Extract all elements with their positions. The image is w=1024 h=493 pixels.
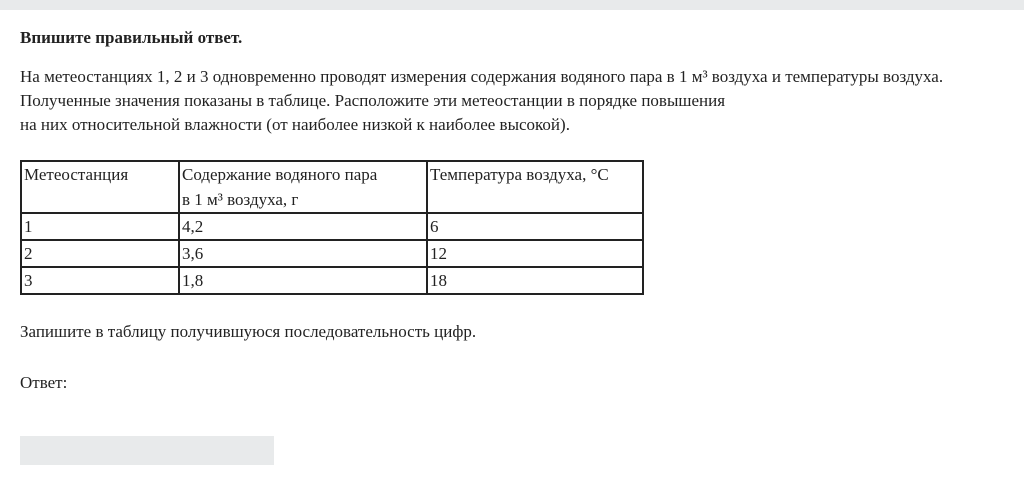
question-text <box>20 65 1010 137</box>
cell-station: 2 <box>21 240 179 267</box>
cell-station: 1 <box>21 213 179 240</box>
table-row <box>21 267 643 294</box>
answer-input[interactable] <box>20 436 274 465</box>
top-bar <box>0 0 1024 10</box>
header-vapor-line-2: в 1 м³ воздуха, г <box>182 190 299 209</box>
header-vapor <box>179 161 427 213</box>
header-station: Метеостанция <box>21 161 179 213</box>
cell-temperature: 18 <box>427 267 643 294</box>
cell-station: 3 <box>21 267 179 294</box>
question-line-2: Полученные значения показаны в таблице. Расположите эти метеостанции в порядке повышения <box>20 91 726 110</box>
table-header-row <box>21 161 643 213</box>
cell-vapor: 4,2 <box>179 213 427 240</box>
cell-vapor: 1,8 <box>179 267 427 294</box>
cell-temperature: 6 <box>427 213 643 240</box>
header-temperature: Температура воздуха, °С <box>427 161 643 213</box>
cell-temperature: 12 <box>427 240 643 267</box>
table-row <box>21 240 643 267</box>
after-table-text: Запишите в таблицу получившуюся последовательность цифр. <box>20 322 477 341</box>
cell-vapor: 3,6 <box>179 240 427 267</box>
question-line-3: на них относительной влажности (от наиболее низкой к наиболее высокой). <box>20 115 570 134</box>
data-table <box>20 160 644 295</box>
table-row <box>21 213 643 240</box>
task-instruction: Впишите правильный ответ. <box>20 28 243 47</box>
header-vapor-line-1: Содержание водяного пара <box>182 165 378 184</box>
answer-label: Ответ: <box>20 373 68 392</box>
task-block <box>20 26 1010 395</box>
question-line-1: На метеостанциях 1, 2 и 3 одновременно проводят измерения содержания водяного пара в 1 м³ воздуха и температуры воздуха. <box>20 67 944 86</box>
